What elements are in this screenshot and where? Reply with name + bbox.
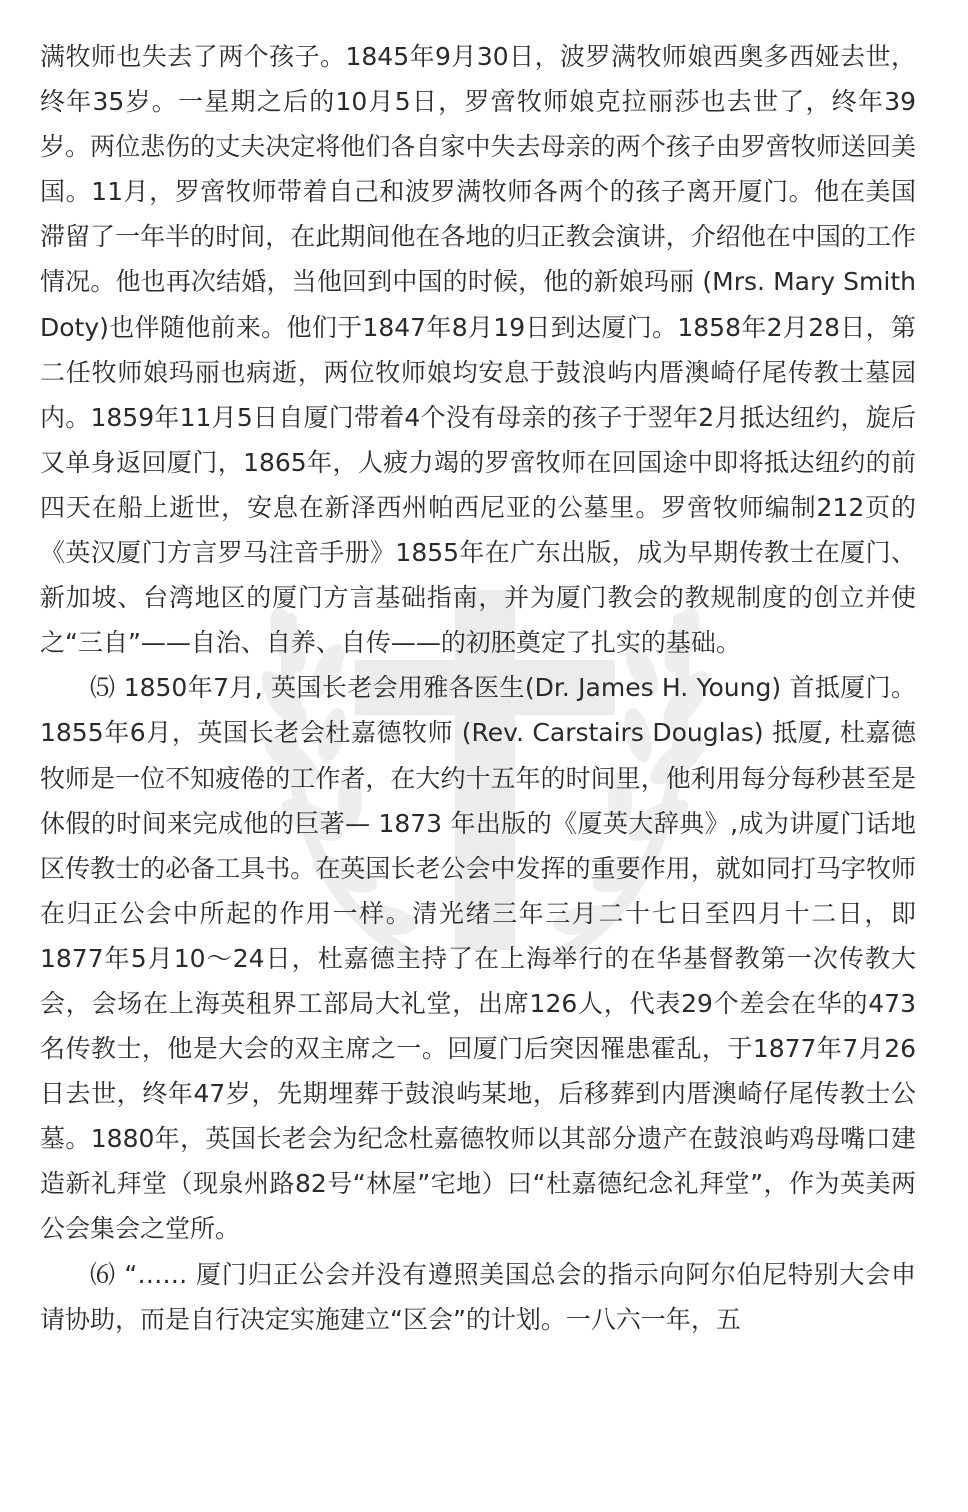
paragraph-note-5-douglas: ⑸ 1850年7月, 英国长老会用雅各医生(Dr. James H. Young) 首抵厦门。1855年6月，英国长老会杜嘉德牧师 (Rev. Carstairs Douglas) 抵厦, 杜嘉德牧师是一位不知疲倦的工作者，在大约十五年的时间里，他利用每分每秒甚至是休假的时间来完成他的巨著— 1873 年出版的《厦英大辞典》,成为讲厦门话地区传教士的必备工具书。在英国长老公会中发挥的重要作用，就如同打马字牧师在归正公会中所起的作用一样。清光绪三年三月二十七日至四月十二日，即1877年5月10～24日，杜嘉德主持了在上海举行的在华基督教第一次传教大会，会场在上海英租界工部局大礼堂，出席126人，代表29个差会在华的473名传教士，他是大会的双主席之一。回厦门后突因罹患霍乱，于1877年7月26日去世，终年47岁，先期埋葬于鼓浪屿某地，后移葬到内厝澳崎仔尾传教士公墓。1880年，英国长老会为纪念杜嘉德牧师以其部分遗产在鼓浪屿鸡母嘴口建造新礼拜堂（现泉州路82号“林屋”宅地）曰“杜嘉德纪念礼拜堂”，作为英美两公会集会之堂所。 <box>40 673 916 1244</box>
document-body <box>40 0 916 1342</box>
paragraph-note-6-classis: ⑹ “…… 厦门归正公会并没有遵照美国总会的指示向阿尔伯尼特别大会申请协助，而是自行决定实施建立“区会”的计划。一八六一年，五 <box>40 1259 916 1334</box>
paragraph-doty-biography: 满牧师也失去了两个孩子。1845年9月30日，波罗满牧师娘西奥多西娅去世，终年35岁。一星期之后的10月5日，罗啻牧师娘克拉丽莎也去世了，终年39岁。两位悲伤的丈夫决定将他们各自家中失去母亲的两个孩子由罗啻牧师送回美国。11月，罗啻牧师带着自己和波罗满牧师各两个的孩子离开厦门。他在美国滞留了一年半的时间，在此期间他在各地的归正教会演讲，介绍他在中国的工作情况。他也再次结婚，当他回到中国的时候，他的新娘玛丽 (Mrs. Mary Smith Doty)也伴随他前来。他们于1847年8月19日到达厦门。1858年2月28日，第二任牧师娘玛丽也病逝，两位牧师娘均安息于鼓浪屿内厝澳崎仔尾传教士墓园内。1859年11月5日自厦门带着4个没有母亲的孩子于翌年2月抵达纽约，旋后又单身返回厦门，1865年，人疲力竭的罗啻牧师在回国途中即将抵达纽约的前四天在船上逝世，安息在新泽西州帕西尼亚的公墓里。罗啻牧师编制212页的《英汉厦门方言罗马注音手册》1855年在广东出版，成为早期传教士在厦门、新加坡、台湾地区的厦门方言基础指南，并为厦门教会的教规制度的创立并使之“三自”——自治、自养、自传——的初胚奠定了扎实的基础。 <box>40 42 916 658</box>
